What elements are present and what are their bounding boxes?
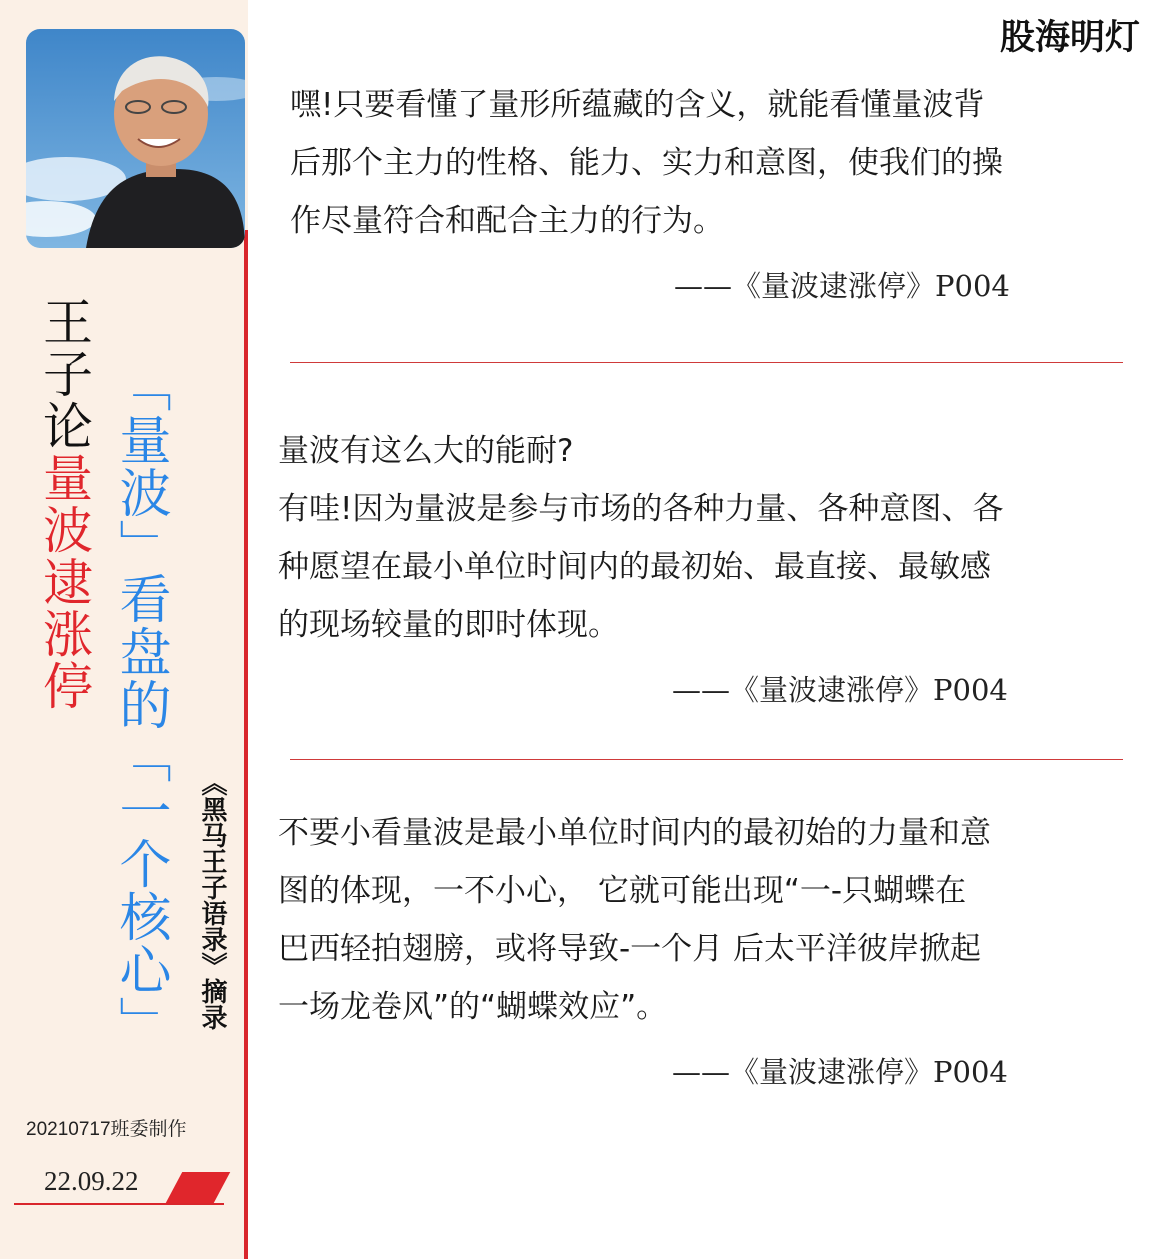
divider-2: [290, 759, 1123, 760]
maker-label: 20210717班委制作: [26, 1119, 187, 1140]
quote-1-line-1: 嘿!只要看懂了量形所蕴藏的含义，就能看懂量波背: [290, 87, 985, 123]
divider-1: [290, 362, 1123, 363]
quote-1-line-2: 后那个主力的性格、能力、实力和意图，使我们的操: [290, 145, 1003, 181]
author-photo: [26, 29, 245, 248]
quote-1-source: ——《量波逮涨停》P004: [674, 269, 1010, 303]
quote-3-source: ——《量波逮涨停》P004: [672, 1055, 1008, 1089]
quote-1-line-3: 作尽量符合和配合主力的行为。: [290, 203, 724, 239]
sidebar-red-line: [244, 230, 248, 1259]
book-source: 《黑马王子语录》摘录: [197, 770, 227, 1030]
quote-2-line-4: 的现场较量的即时体现。: [278, 607, 619, 643]
quote-2-source: ——《量波逮涨停》P004: [672, 673, 1008, 707]
quote-3-line-1: 不要小看量波是最小单位时间内的最初始的力量和意: [278, 815, 991, 851]
quote-2-line-2: 有哇!因为量波是参与市场的各种力量、各种意图、各: [278, 491, 1004, 527]
quote-3-line-3: 巴西轻拍翅膀，或将导致-一个月 后太平洋彼岸掀起: [278, 931, 982, 967]
sidebar-title: [36, 296, 92, 712]
quote-2: [278, 422, 1003, 654]
quote-3: [278, 804, 991, 1036]
date-label: 22.09.22: [44, 1166, 139, 1196]
quote-2-line-3: 种愿望在最小单位时间内的最初始、最直接、最敏感: [278, 549, 991, 585]
quote-1: [290, 76, 1003, 250]
sidebar-title-red: 量波逮涨停: [35, 452, 93, 712]
quote-2-line-1: 量波有这么大的能耐?: [278, 433, 574, 469]
date-underline: [14, 1203, 224, 1205]
sidebar-subtitle: 「量波」看盘的「一个核心」: [110, 360, 170, 1049]
quote-3-line-4: 一场龙卷风”的“蝴蝶效应”。: [278, 989, 668, 1025]
brand-watermark: 股海明灯: [999, 18, 1140, 58]
quote-3-line-2: 图的体现，一不小心， 它就可能出现“一-只蝴蝶在: [278, 873, 967, 909]
sidebar-title-black: 王子论: [35, 296, 93, 452]
